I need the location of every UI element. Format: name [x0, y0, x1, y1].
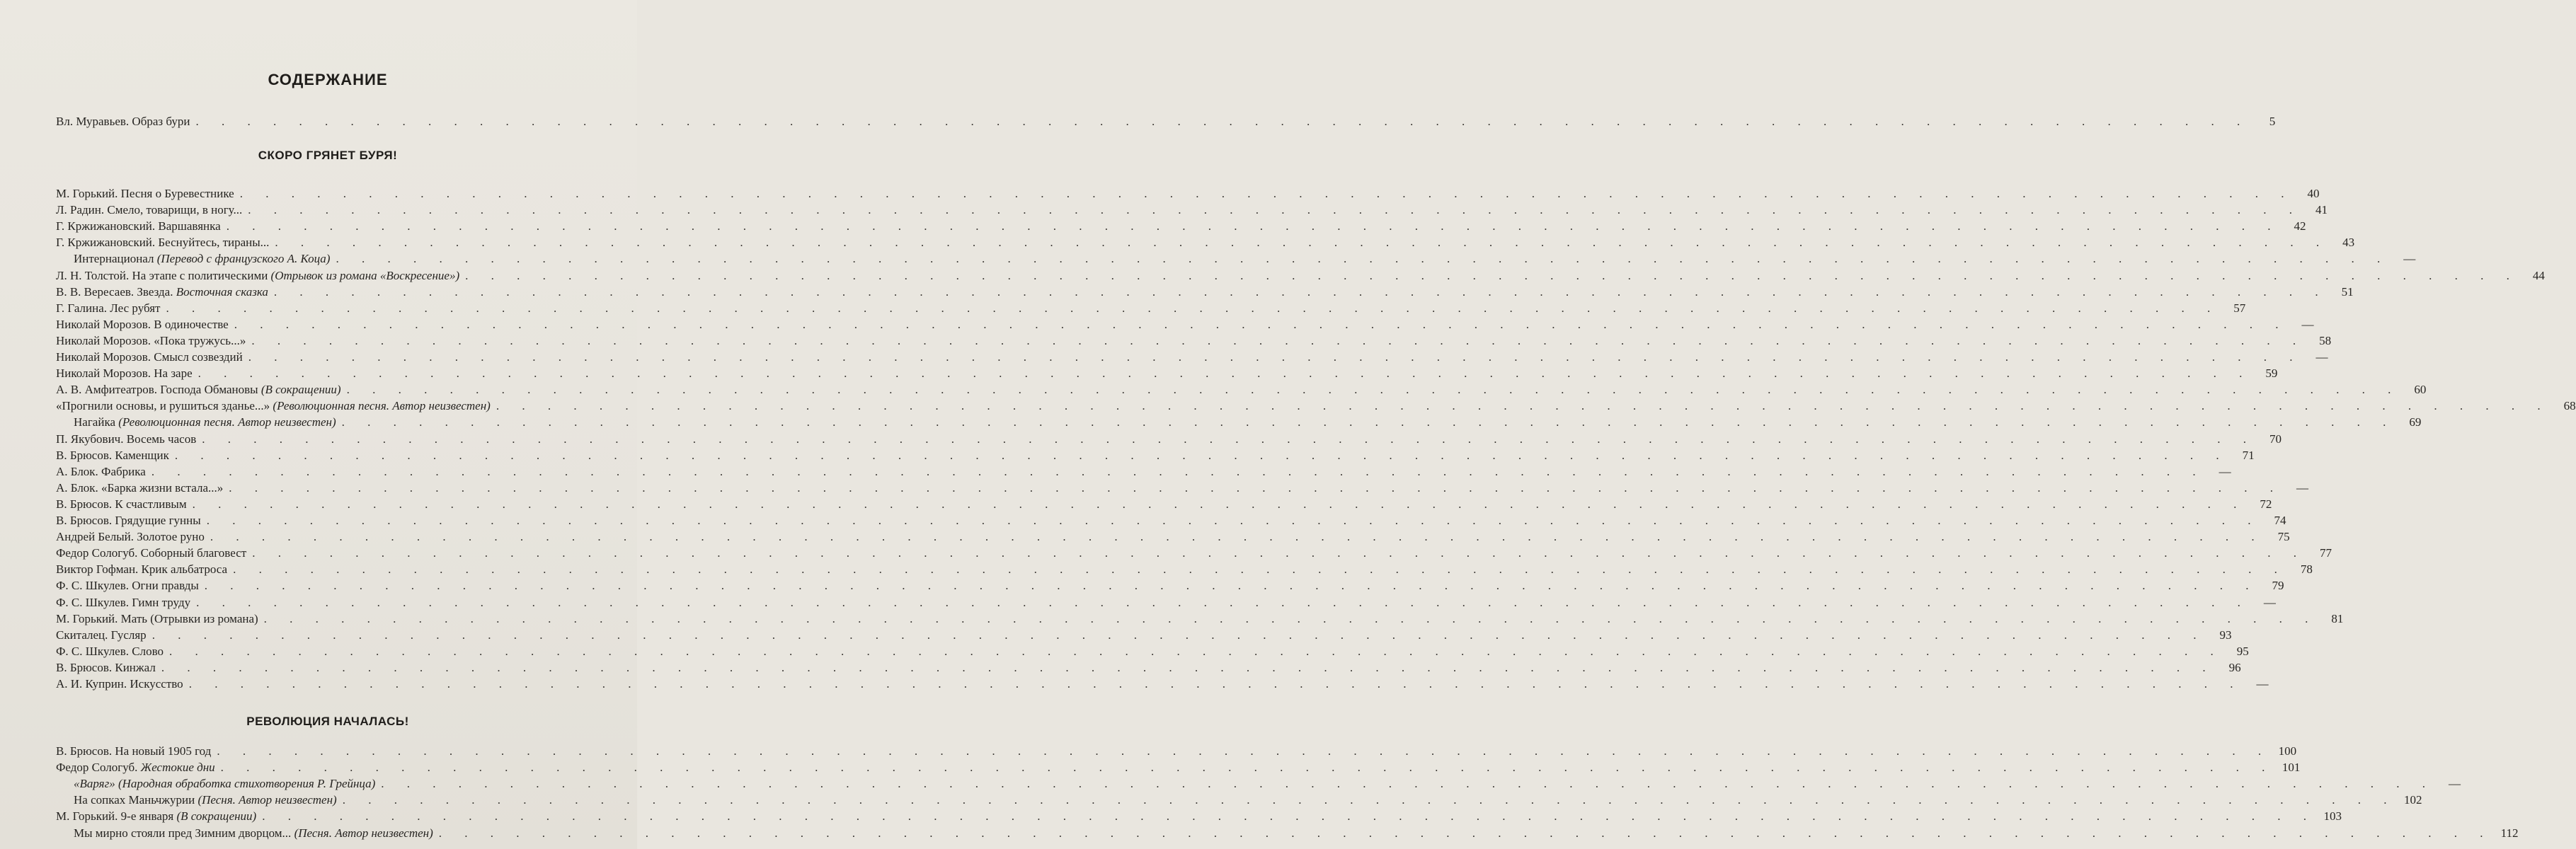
toc-entry-title-plain: Л. Н. Толстой. На этапе с политическими — [56, 269, 271, 282]
toc-entry-subtitle: (Отрывок из романа «Воскресение») — [270, 269, 460, 282]
dot-leader: . . . . . . . . . . . . . . . . . . . . . . . . . . . . . . . . . . . . . . . . . . . . . . . . . . . . . . . . . . . . . . . . . . . . . . . . . . . . . . . . — [248, 203, 2302, 216]
dot-leader: . . . . . . . . . . . . . . . . . . . . . . . . . . . . . . . . . . . . . . . . . . . . . . . . . . . . . . . . . . . . . . . . . . . . . . . . . . . . . . . . — [188, 677, 2243, 691]
toc-page-number: — — [2296, 481, 2308, 495]
toc-entry-title — [56, 627, 147, 644]
toc-page-number: 58 — [2319, 334, 2332, 347]
toc-entry — [56, 202, 2328, 219]
dot-leader: . . . . . . . . . . . . . . . . . . . . . . . . . . . . . . . . . . . . . . . . . . . . . . . . . . . . . . . . . . . . . . . . . . . . . . . . . . . . . . . . — [226, 219, 2281, 233]
toc-entry-title — [74, 250, 330, 267]
dot-leader: . . . . . . . . . . . . . . . . . . . . . . . . . . . . . . . . . . . . . . . . . . . . . . . . . . . . . . . . . . . . . . . . . . . . . . . . . . . . . . . . — [248, 350, 2303, 364]
dot-leader: . . . . . . . . . . . . . . . . . . . . . . . . . . . . . . . . . . . . . . . . . . . . . . . . . . . . . . . . . . . . . . . . . . . . . . . . . . . . . . . . — [381, 777, 2436, 790]
toc-page-number: 81 — [2331, 612, 2344, 625]
dot-leader: . . . . . . . . . . . . . . . . . . . . . . . . . . . . . . . . . . . . . . . . . . . . . . . . . . . . . . . . . . . . . . . . . . . . . . . . . . . . . . . . — [196, 596, 2250, 609]
toc-entry — [56, 234, 2355, 251]
dot-leader: . . . . . . . . . . . . . . . . . . . . . . . . . . . . . . . . . . . . . . . . . . . . . . . . . . . . . . . . . . . . . . . . . . . . . . . . . . . . . . . . — [465, 269, 2519, 282]
toc-entry — [56, 316, 2314, 333]
dot-leader: . . . . . . . . . . . . . . . . . . . . . . . . . . . . . . . . . . . . . . . . . . . . . . . . . . . . . . . . . . . . . . . . . . . . . . . . . . . . . . . . — [217, 744, 2272, 758]
toc-entry-title-plain: А. Блок. Фабрика — [56, 465, 146, 478]
toc-entry-title-plain: Федор Сологуб. — [56, 761, 141, 774]
toc-entry — [56, 267, 2545, 284]
dot-leader: . . . . . . . . . . . . . . . . . . . . . . . . . . . . . . . . . . . . . . . . . . . . . . . . . . . . . . . . . . . . . . . . . . . . . . . . . . . . . . . . — [251, 334, 2306, 347]
toc-entry-title-plain: Г. Кржижановский. Варшавянка — [56, 219, 221, 233]
dot-leader: . . . . . . . . . . . . . . . . . . . . . . . . . . . . . . . . . . . . . . . . . . . . . . . . . . . . . . . . . . . . . . . . . . . . . . . . . . . . . . . . — [192, 497, 2247, 511]
toc-entry-subtitle: (Революционная песня. Автор неизвестен) — [273, 399, 491, 412]
toc-entry-title-plain: Федор Сологуб. Соборный благовест — [56, 546, 247, 560]
toc-entry-title-plain: А. В. Амфитеатров. Господа Обмановы — [56, 383, 261, 396]
toc-page-number: — — [2449, 777, 2461, 790]
toc-entry-title — [56, 284, 268, 301]
toc-entry — [56, 218, 2306, 235]
toc-page-number: 51 — [2341, 285, 2354, 299]
toc-entry-subtitle: (Песня. Автор неизвестен) — [198, 793, 337, 807]
toc-entry-title — [56, 463, 146, 480]
toc-entry — [56, 808, 2342, 825]
toc-entry-title-plain: Мы мирно стояли пред Зимним дворцом... — [74, 826, 294, 840]
toc-entry-title — [56, 267, 459, 284]
toc-page-number: 93 — [2219, 628, 2232, 642]
toc-page-number: 44 — [2532, 269, 2545, 282]
toc-entry-title-plain: А. И. Куприн. Искусство — [56, 677, 183, 691]
toc-page-number: 42 — [2294, 219, 2306, 233]
toc-page-number: 5 — [2269, 115, 2276, 128]
toc-entry-title-plain: В. Брюсов. Кинжал — [56, 661, 156, 674]
toc-entry-title — [56, 381, 341, 398]
toc-entry-title-plain: М. Горький. Песня о Буревестнике — [56, 187, 234, 200]
dot-leader: . . . . . . . . . . . . . . . . . . . . . . . . . . . . . . . . . . . . . . . . . . . . . . . . . . . . . . . . . . . . . . . . . . . . . . . . . . . . . . . . — [151, 465, 2206, 478]
dot-leader: . . . . . . . . . . . . . . . . . . . . . . . . . . . . . . . . . . . . . . . . . . . . . . . . . . . . . . . . . . . . . . . . . . . . . . . . . . . . . . . . — [202, 432, 2256, 446]
toc-entry-title — [56, 431, 196, 448]
toc-entry-title-plain: Г. Кржижановский. Беснуйтесь, тираны... — [56, 236, 270, 249]
toc-page-number: — — [2219, 465, 2231, 478]
toc-entry — [56, 545, 2332, 562]
toc-page-number: — — [2301, 318, 2314, 331]
toc-entry-subtitle: (Перевод с французского А. Коца) — [156, 252, 331, 265]
toc-entry-title-plain: Л. Радин. Смело, товарищи, в ногу... — [56, 203, 243, 216]
toc-entry-title — [56, 202, 242, 219]
toc-entry-title — [56, 349, 243, 366]
toc-entry — [74, 250, 2416, 267]
toc-entry-title-plain: В. В. Вересаев. Звезда. — [56, 285, 176, 299]
toc-page-number: — — [2263, 596, 2276, 609]
toc-page-number: 112 — [2500, 826, 2519, 840]
toc-entry-title — [56, 365, 193, 382]
toc-page-number: 59 — [2265, 366, 2278, 380]
dot-leader: . . . . . . . . . . . . . . . . . . . . . . . . . . . . . . . . . . . . . . . . . . . . . . . . . . . . . . . . . . . . . . . . . . . . . . . . . . . . . . . . — [496, 399, 2551, 412]
toc-entry-title-plain: Андрей Белый. Золотое руно — [56, 530, 205, 543]
dot-leader: . . . . . . . . . . . . . . . . . . . . . . . . . . . . . . . . . . . . . . . . . . . . . . . . . . . . . . . . . . . . . . . . . . . . . . . . . . . . . . . . — [346, 383, 2401, 396]
toc-entry — [56, 594, 2276, 611]
toc-entry-title-plain: М. Горький. 9-е января — [56, 809, 177, 823]
toc-entry-title — [56, 561, 227, 578]
toc-entry — [56, 431, 2282, 448]
toc-entry-title — [56, 545, 246, 562]
toc-entry-subtitle: (В сокращении) — [176, 809, 257, 823]
toc-page-number: 103 — [2323, 809, 2342, 823]
toc-entry-title — [56, 398, 491, 415]
toc-entry-title-plain: «Прогнили основы, и рушиться зданье...» — [56, 399, 273, 412]
toc-entry-title — [56, 577, 199, 594]
toc-entry-title-plain: Нагайка — [74, 415, 119, 429]
toc-page-number: 74 — [2274, 514, 2286, 527]
toc-entry — [56, 447, 2255, 464]
dot-leader: . . . . . . . . . . . . . . . . . . . . . . . . . . . . . . . . . . . . . . . . . . . . . . . . . . . . . . . . . . . . . . . . . . . . . . . . . . . . . . . . — [210, 530, 2265, 543]
toc-entry-title — [56, 808, 256, 825]
toc-entry-title-plain: Г. Галина. Лес рубят — [56, 301, 161, 315]
dot-leader: . . . . . . . . . . . . . . . . . . . . . . . . . . . . . . . . . . . . . . . . . . . . . . . . . . . . . . . . . . . . . . . . . . . . . . . . . . . . . . . . — [229, 481, 2283, 495]
dot-leader: . . . . . . . . . . . . . . . . . . . . . . . . . . . . . . . . . . . . . . . . . . . . . . . . . . . . . . . . . . . . . . . . . . . . . . . . . . . . . . . . — [195, 115, 2250, 128]
toc-page-number: 40 — [2307, 187, 2320, 200]
dot-leader: . . . . . . . . . . . . . . . . . . . . . . . . . . . . . . . . . . . . . . . . . . . . . . . . . . . . . . . . . . . . . . . . . . . . . . . . . . . . . . . . — [342, 793, 2397, 807]
dot-leader: . . . . . . . . . . . . . . . . . . . . . . . . . . . . . . . . . . . . . . . . . . . . . . . . . . . . . . . . . . . . . . . . . . . . . . . . . . . . . . . . — [204, 579, 2259, 592]
toc-entry-title — [56, 496, 187, 513]
toc-entry — [56, 284, 2354, 301]
toc-entry — [56, 529, 2290, 545]
toc-page-number: 71 — [2242, 449, 2255, 462]
toc-entry-subtitle: (Песня. Автор неизвестен) — [294, 826, 433, 840]
toc-entry-title — [56, 659, 156, 676]
toc-entry — [56, 577, 2284, 594]
toc-entry-title — [56, 676, 183, 693]
dot-leader: . . . . . . . . . . . . . . . . . . . . . . . . . . . . . . . . . . . . . . . . . . . . . . . . . . . . . . . . . . . . . . . . . . . . . . . . . . . . . . . . — [239, 187, 2294, 200]
toc-entry — [56, 113, 2276, 130]
toc-page-number: — — [2403, 252, 2416, 265]
dot-leader: . . . . . . . . . . . . . . . . . . . . . . . . . . . . . . . . . . . . . . . . . . . . . . . . . . . . . . . . . . . . . . . . . . . . . . . . . . . . . . . . — [341, 415, 2396, 429]
toc-entry-title-plain: В. Брюсов. На новый 1905 год — [56, 744, 212, 758]
toc-entry-title-plain: М. Горький. Мать (Отрывки из романа) — [56, 612, 258, 625]
toc-entry — [56, 743, 2297, 760]
toc-page-number: 72 — [2260, 497, 2272, 511]
toc-page-number: 57 — [2233, 301, 2246, 315]
toc-page-number: 43 — [2342, 236, 2355, 249]
toc-page-number: 102 — [2403, 793, 2422, 807]
toc-entry-title — [74, 414, 336, 431]
dot-leader: . . . . . . . . . . . . . . . . . . . . . . . . . . . . . . . . . . . . . . . . . . . . . . . . . . . . . . . . . . . . . . . . . . . . . . . . . . . . . . . . — [438, 826, 2493, 840]
toc-page-number: 78 — [2300, 562, 2313, 576]
page-title: СОДЕРЖАНИЕ — [268, 71, 388, 88]
toc-page-number: 95 — [2236, 645, 2249, 658]
toc-entry — [56, 480, 2308, 497]
toc-entry — [56, 185, 2320, 202]
toc-entry-title-plain: В. Брюсов. Грядущие гунны — [56, 514, 201, 527]
toc-entry-title-plain: Вл. Муравьев. Образ бури — [56, 115, 190, 128]
toc-entry — [74, 414, 2422, 431]
toc-page-number: — — [2315, 350, 2328, 364]
toc-entry-title-plain: Николай Морозов. На заре — [56, 366, 193, 380]
toc-entry-subtitle: (В сокращении) — [261, 383, 341, 396]
toc-entry-subtitle: (Революционная песня. Автор неизвестен) — [118, 415, 336, 429]
toc-entry — [56, 300, 2246, 317]
toc-entry — [56, 676, 2269, 693]
toc-page-number: 75 — [2277, 530, 2290, 543]
dot-leader: . . . . . . . . . . . . . . . . . . . . . . . . . . . . . . . . . . . . . . . . . . . . . . . . . . . . . . . . . . . . . . . . . . . . . . . . . . . . . . . . — [168, 645, 2223, 658]
dot-leader: . . . . . . . . . . . . . . . . . . . . . . . . . . . . . . . . . . . . . . . . . . . . . . . . . . . . . . . . . . . . . . . . . . . . . . . . . . . . . . . . — [174, 449, 2229, 462]
dot-leader: . . . . . . . . . . . . . . . . . . . . . . . . . . . . . . . . . . . . . . . . . . . . . . . . . . . . . . . . . . . . . . . . . . . . . . . . . . . . . . . . — [336, 252, 2391, 265]
dot-leader: . . . . . . . . . . . . . . . . . . . . . . . . . . . . . . . . . . . . . . . . . . . . . . . . . . . . . . . . . . . . . . . . . . . . . . . . . . . . . . . . — [161, 661, 2216, 674]
dot-leader: . . . . . . . . . . . . . . . . . . . . . . . . . . . . . . . . . . . . . . . . . . . . . . . . . . . . . . . . . . . . . . . . . . . . . . . . . . . . . . . . — [275, 236, 2330, 249]
toc-entry-title — [56, 611, 258, 628]
toc-page-number: 77 — [2319, 546, 2332, 560]
toc-entry — [56, 349, 2328, 366]
toc-entry-title-plain: Николай Морозов. Смысл созвездий — [56, 350, 243, 364]
dot-leader: . . . . . . . . . . . . . . . . . . . . . . . . . . . . . . . . . . . . . . . . . . . . . . . . . . . . . . . . . . . . . . . . . . . . . . . . . . . . . . . . — [198, 366, 2252, 380]
toc-entry-subtitle: Жестокие дни — [140, 761, 215, 774]
toc-entry — [56, 659, 2241, 676]
toc-entry-title — [56, 480, 223, 497]
toc-entry-title-plain: Ф. С. Шкулев. Гимн труду — [56, 596, 191, 609]
dot-leader: . . . . . . . . . . . . . . . . . . . . . . . . . . . . . . . . . . . . . . . . . . . . . . . . . . . . . . . . . . . . . . . . . . . . . . . . . . . . . . . . — [206, 514, 2261, 527]
toc-entry — [56, 611, 2344, 628]
dot-leader: . . . . . . . . . . . . . . . . . . . . . . . . . . . . . . . . . . . . . . . . . . . . . . . . . . . . . . . . . . . . . . . . . . . . . . . . . . . . . . . . — [273, 285, 2328, 299]
toc-entry-title-plain: Ф. С. Шкулев. Слово — [56, 645, 164, 658]
dot-leader: . . . . . . . . . . . . . . . . . . . . . . . . . . . . . . . . . . . . . . . . . . . . . . . . . . . . . . . . . . . . . . . . . . . . . . . . . . . . . . . . — [233, 562, 2287, 576]
toc-entry-title — [56, 316, 229, 333]
toc-entry-title-plain: Интернационал — [74, 252, 157, 265]
toc-entry-title-plain: Скиталец. Гусляр — [56, 628, 147, 642]
toc-entry-title — [74, 825, 433, 842]
toc-page-number: 101 — [2282, 761, 2301, 774]
toc-entry-title — [56, 643, 164, 660]
toc-entry-title — [56, 529, 205, 545]
section-heading: РЕВОЛЮЦИЯ НАЧАЛАСЬ! — [246, 715, 409, 728]
toc-entry — [74, 792, 2422, 809]
toc-page-number: 60 — [2414, 383, 2427, 396]
toc-page-number: 41 — [2315, 203, 2328, 216]
toc-entry-title — [56, 512, 201, 529]
toc-entry-title — [74, 792, 337, 809]
toc-page-number: 96 — [2228, 661, 2241, 674]
toc-entry-title-plain: П. Якубович. Восемь часов — [56, 432, 197, 446]
toc-entry — [56, 398, 2576, 415]
toc-entry-title — [56, 185, 234, 202]
toc-entry-title-plain: В. Брюсов. Каменщик — [56, 449, 169, 462]
toc-page-number: 68 — [2563, 399, 2576, 412]
dot-leader: . . . . . . . . . . . . . . . . . . . . . . . . . . . . . . . . . . . . . . . . . . . . . . . . . . . . . . . . . . . . . . . . . . . . . . . . . . . . . . . . — [252, 546, 2306, 560]
toc-entry-title-plain: Николай Морозов. В одиночестве — [56, 318, 229, 331]
toc-entry-subtitle: «Варяг» (Народная обработка стихотворения Р. Грейнца) — [74, 777, 376, 790]
toc-entry-title — [56, 300, 160, 317]
toc-entry — [74, 775, 2461, 792]
toc-entry — [56, 643, 2249, 660]
toc-entry-title — [56, 218, 221, 235]
toc-entry — [56, 463, 2231, 480]
toc-entry-title-plain: Николай Морозов. «Пока тружусь...» — [56, 334, 246, 347]
toc-entry-title — [56, 743, 211, 760]
toc-entry-title — [56, 447, 169, 464]
toc-entry-title — [56, 759, 215, 776]
toc-entry-title-plain: В. Брюсов. К счастливым — [56, 497, 187, 511]
toc-page-number: 100 — [2278, 744, 2297, 758]
toc-entry — [56, 496, 2272, 513]
toc-entry-title — [74, 775, 375, 792]
toc-entry-title — [56, 333, 246, 350]
toc-entry-title-plain: На сопках Маньчжурии — [74, 793, 198, 807]
dot-leader: . . . . . . . . . . . . . . . . . . . . . . . . . . . . . . . . . . . . . . . . . . . . . . . . . . . . . . . . . . . . . . . . . . . . . . . . . . . . . . . . — [151, 628, 2206, 642]
toc-entry — [56, 333, 2332, 350]
toc-entry — [56, 561, 2313, 578]
section-heading: СКОРО ГРЯНЕТ БУРЯ! — [258, 149, 398, 162]
toc-entry-title-plain: Виктор Гофман. Крик альбатроса — [56, 562, 228, 576]
toc-entry — [56, 365, 2278, 382]
toc-page-number: 79 — [2272, 579, 2284, 592]
toc-entry — [74, 825, 2519, 842]
toc-entry — [56, 759, 2301, 776]
toc-page-number: 70 — [2269, 432, 2282, 446]
dot-leader: . . . . . . . . . . . . . . . . . . . . . . . . . . . . . . . . . . . . . . . . . . . . . . . . . . . . . . . . . . . . . . . . . . . . . . . . . . . . . . . . — [263, 612, 2318, 625]
toc-entry-title — [56, 594, 190, 611]
dot-leader: . . . . . . . . . . . . . . . . . . . . . . . . . . . . . . . . . . . . . . . . . . . . . . . . . . . . . . . . . . . . . . . . . . . . . . . . . . . . . . . . — [234, 318, 2289, 331]
toc-page-number: 69 — [2409, 415, 2422, 429]
dot-leader: . . . . . . . . . . . . . . . . . . . . . . . . . . . . . . . . . . . . . . . . . . . . . . . . . . . . . . . . . . . . . . . . . . . . . . . . . . . . . . . . — [220, 761, 2275, 774]
toc-entry-title-plain: Ф. С. Шкулев. Огни правды — [56, 579, 199, 592]
toc-page-number: — — [2256, 677, 2269, 691]
dot-leader: . . . . . . . . . . . . . . . . . . . . . . . . . . . . . . . . . . . . . . . . . . . . . . . . . . . . . . . . . . . . . . . . . . . . . . . . . . . . . . . . — [262, 809, 2316, 823]
toc-entry-title — [56, 234, 269, 251]
toc-entry-subtitle: Восточная сказка — [176, 285, 268, 299]
toc-entry-title — [56, 113, 190, 130]
toc-entry — [56, 381, 2427, 398]
dot-leader: . . . . . . . . . . . . . . . . . . . . . . . . . . . . . . . . . . . . . . . . . . . . . . . . . . . . . . . . . . . . . . . . . . . . . . . . . . . . . . . . — [166, 301, 2221, 315]
toc-entry — [56, 627, 2232, 644]
toc-entry — [56, 512, 2286, 529]
toc-entry-title-plain: А. Блок. «Барка жизни встала...» — [56, 481, 224, 495]
